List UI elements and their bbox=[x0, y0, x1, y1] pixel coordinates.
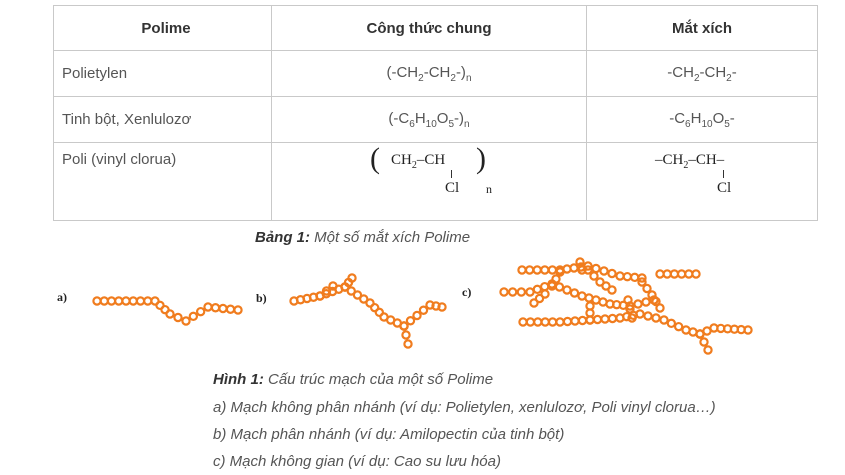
monomer-bead bbox=[402, 331, 409, 338]
monomer-bead bbox=[634, 300, 641, 307]
monomer-bead bbox=[182, 317, 189, 324]
row-unit: $-CH_2-CH_2-$ bbox=[587, 51, 818, 97]
monomer-bead bbox=[660, 316, 667, 323]
monomer-bead bbox=[407, 317, 414, 324]
monomer-bead bbox=[624, 273, 631, 280]
monomer-bead bbox=[348, 274, 355, 281]
figure-caption-line-c: c) Mạch không gian (ví dụ: Cao su lưu hóa) bbox=[213, 453, 501, 470]
monomer-bead bbox=[534, 318, 541, 325]
monomer-bead bbox=[564, 318, 571, 325]
monomer-bead bbox=[601, 315, 608, 322]
monomer-bead bbox=[509, 288, 516, 295]
monomer-bead bbox=[652, 314, 659, 321]
monomer-bead bbox=[675, 323, 682, 330]
monomer-bead bbox=[744, 326, 751, 333]
monomer-bead bbox=[571, 289, 578, 296]
monomer-bead bbox=[518, 266, 525, 273]
figure-label-b: b) bbox=[256, 291, 267, 305]
monomer-bead bbox=[556, 318, 563, 325]
monomer-bead bbox=[130, 297, 137, 304]
figure-label-a: a) bbox=[57, 290, 67, 304]
monomer-bead bbox=[590, 272, 597, 279]
monomer-bead bbox=[608, 286, 615, 293]
monomer-bead bbox=[541, 283, 548, 290]
monomer-bead bbox=[234, 306, 241, 313]
monomer-bead bbox=[616, 272, 623, 279]
monomer-bead bbox=[122, 297, 129, 304]
header-polime: Polime bbox=[54, 6, 272, 51]
monomer-bead bbox=[556, 283, 563, 290]
header-formula: Công thức chung bbox=[272, 6, 587, 51]
row-name: Poli (vinyl clorua) bbox=[54, 143, 272, 221]
monomer-bead bbox=[563, 286, 570, 293]
figure-label-c: c) bbox=[462, 285, 472, 299]
monomer-bead bbox=[329, 282, 336, 289]
monomer-bead bbox=[518, 288, 525, 295]
monomer-bead bbox=[600, 267, 607, 274]
monomer-bead bbox=[534, 286, 541, 293]
monomer-bead bbox=[608, 270, 615, 277]
monomer-bead bbox=[692, 270, 699, 277]
chain-beads bbox=[93, 258, 751, 353]
unit-main: $-CH_2-CH-$ bbox=[655, 152, 725, 171]
monomer-bead bbox=[541, 290, 548, 297]
monomer-bead bbox=[700, 338, 707, 345]
monomer-bead bbox=[586, 302, 593, 309]
monomer-bead bbox=[609, 315, 616, 322]
monomer-bead bbox=[556, 268, 563, 275]
monomer-bead bbox=[642, 298, 649, 305]
monomer-bead bbox=[668, 320, 675, 327]
monomer-bead bbox=[542, 318, 549, 325]
monomer-bead bbox=[552, 275, 559, 282]
monomer-bead bbox=[541, 266, 548, 273]
monomer-bead bbox=[212, 304, 219, 311]
monomer-bead bbox=[166, 310, 173, 317]
monomer-bead bbox=[526, 288, 533, 295]
monomer-bead bbox=[519, 318, 526, 325]
table-caption: Bảng 1: Một số mắt xích Polime bbox=[255, 229, 471, 246]
monomer-bead bbox=[631, 274, 638, 281]
monomer-bead bbox=[438, 303, 445, 310]
unit-sub: Cl bbox=[717, 180, 732, 196]
row-formula-pvc: ( $CH_2-CH$ Cl ) n bbox=[272, 143, 587, 221]
monomer-bead bbox=[579, 317, 586, 324]
monomer-bead bbox=[500, 288, 507, 295]
monomer-bead bbox=[696, 330, 703, 337]
monomer-bead bbox=[594, 316, 601, 323]
figure-caption-line-b: b) Mạch phân nhánh (ví dụ: Amilopectin của tinh bột) bbox=[213, 426, 565, 443]
monomer-bead bbox=[413, 312, 420, 319]
monomer-bead bbox=[420, 307, 427, 314]
header-unit: Mắt xích bbox=[587, 6, 818, 51]
monomer-bead bbox=[93, 297, 100, 304]
row-name: Polietylen bbox=[54, 51, 272, 97]
formula-n: n bbox=[486, 182, 492, 196]
monomer-bead bbox=[137, 297, 144, 304]
row-unit: $-C_6H_{10}O_5-$ bbox=[587, 97, 818, 143]
monomer-bead bbox=[174, 314, 181, 321]
row-formula: $(-CH_2-CH_2-)_n$ bbox=[272, 51, 587, 97]
monomer-bead bbox=[219, 305, 226, 312]
monomer-bead bbox=[404, 340, 411, 347]
monomer-bead bbox=[527, 318, 534, 325]
row-formula: $(-C_6H_{10}O_5-)_n$ bbox=[272, 97, 587, 143]
monomer-bead bbox=[227, 306, 234, 313]
monomer-bead bbox=[571, 317, 578, 324]
monomer-bead bbox=[549, 266, 556, 273]
monomer-bead bbox=[108, 297, 115, 304]
monomer-bead bbox=[549, 318, 556, 325]
formula-main: $CH_2-CH$ bbox=[391, 152, 446, 171]
monomer-bead bbox=[592, 265, 599, 272]
monomer-bead bbox=[576, 258, 583, 265]
monomer-bead bbox=[548, 282, 555, 289]
monomer-bead bbox=[534, 266, 541, 273]
figure-caption-line-a: a) Mạch không phân nhánh (ví dụ: Polietylen, xenlulozơ, Poli vinyl clorua…) bbox=[213, 399, 716, 416]
monomer-bead bbox=[190, 313, 197, 320]
monomer-bead bbox=[204, 303, 211, 310]
formula-sub: Cl bbox=[445, 180, 460, 196]
monomer-bead bbox=[624, 296, 631, 303]
monomer-bead bbox=[636, 310, 643, 317]
monomer-bead bbox=[704, 346, 711, 353]
monomer-bead bbox=[115, 297, 122, 304]
monomer-bead bbox=[400, 322, 407, 329]
row-name: Tinh bột, Xenlulozơ bbox=[54, 97, 272, 143]
monomer-bead bbox=[101, 297, 108, 304]
figure-caption-title: Hình 1: Cấu trúc mạch của một số Polime bbox=[213, 371, 494, 388]
monomer-bead bbox=[656, 304, 663, 311]
monomer-bead bbox=[644, 312, 651, 319]
monomer-bead bbox=[197, 308, 204, 315]
monomer-bead bbox=[526, 266, 533, 273]
monomer-bead bbox=[144, 297, 151, 304]
